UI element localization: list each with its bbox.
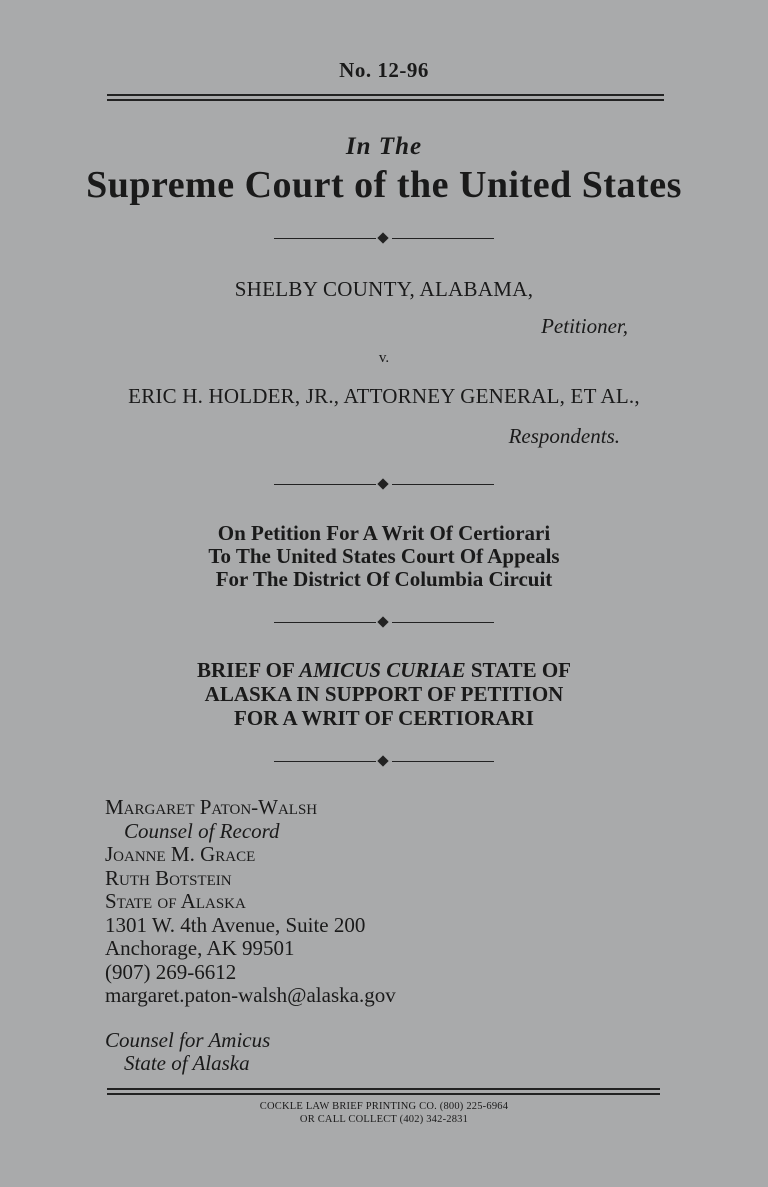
double-rule-bottom	[107, 1088, 660, 1095]
counsel-of-record-label: Counsel of Record	[124, 818, 280, 843]
phone-number: (907) 269-6612	[105, 959, 237, 984]
email-address: margaret.paton-walsh@alaska.gov	[105, 983, 396, 1007]
court-name: Supreme Court of the United States	[86, 164, 682, 206]
representation-line: Counsel for Amicus	[105, 1027, 271, 1052]
office-name: State of Alaska	[105, 889, 246, 913]
diamond-ornament-icon	[377, 755, 388, 766]
respondent-name: ERIC H. HOLDER, JR., ATTORNEY GENERAL, ET AL.,	[128, 384, 640, 408]
brief-title-line-3: FOR A WRIT OF CERTIORARI	[234, 706, 534, 730]
printer-line: OR CALL COLLECT (402) 342-2831	[299, 1114, 469, 1125]
petition-description-line: On Petition For A Writ Of Certiorari	[217, 521, 551, 545]
brief-title-line-1: BRIEF OF AMICUS CURIAE STATE OF	[196, 658, 572, 682]
address-line: Anchorage, AK 99501	[105, 936, 295, 960]
brief-title-line-2: ALASKA IN SUPPORT OF PETITION	[204, 682, 564, 706]
petitioner-name: SHELBY COUNTY, ALABAMA,	[234, 277, 534, 301]
versus-label: v.	[378, 350, 390, 366]
section-separator	[274, 755, 494, 769]
petitioner-role: Petitioner,	[541, 314, 628, 338]
counsel-block	[105, 796, 396, 1076]
diamond-ornament-icon	[377, 616, 388, 627]
brief-title	[0, 658, 768, 730]
docket-number: No. 12-96	[339, 58, 429, 82]
petition-description-line: For The District Of Columbia Circuit	[215, 567, 553, 591]
respondent-role: Respondents.	[508, 424, 620, 448]
section-separator	[274, 616, 494, 630]
representation-line: State of Alaska	[124, 1051, 250, 1075]
court-prefix: In The	[345, 133, 423, 160]
printer-line: COCKLE LAW BRIEF PRINTING CO. (800) 225-6964	[259, 1101, 509, 1112]
attorney-name: Joanne M. Grace	[105, 842, 256, 866]
address-line: 1301 W. 4th Avenue, Suite 200	[105, 912, 366, 937]
section-separator	[274, 478, 494, 492]
printer-credit	[0, 1100, 768, 1126]
petition-description-line: To The United States Court Of Appeals	[208, 544, 560, 568]
diamond-ornament-icon	[377, 478, 388, 489]
section-separator	[274, 232, 494, 246]
counsel-of-record-name: Margaret Paton-Walsh	[105, 795, 318, 819]
amicus-curiae-term: AMICUS CURIAE	[299, 658, 466, 682]
double-rule-top	[107, 94, 664, 101]
diamond-ornament-icon	[377, 232, 388, 243]
petition-description	[0, 522, 768, 591]
attorney-name: Ruth Botstein	[105, 865, 232, 890]
